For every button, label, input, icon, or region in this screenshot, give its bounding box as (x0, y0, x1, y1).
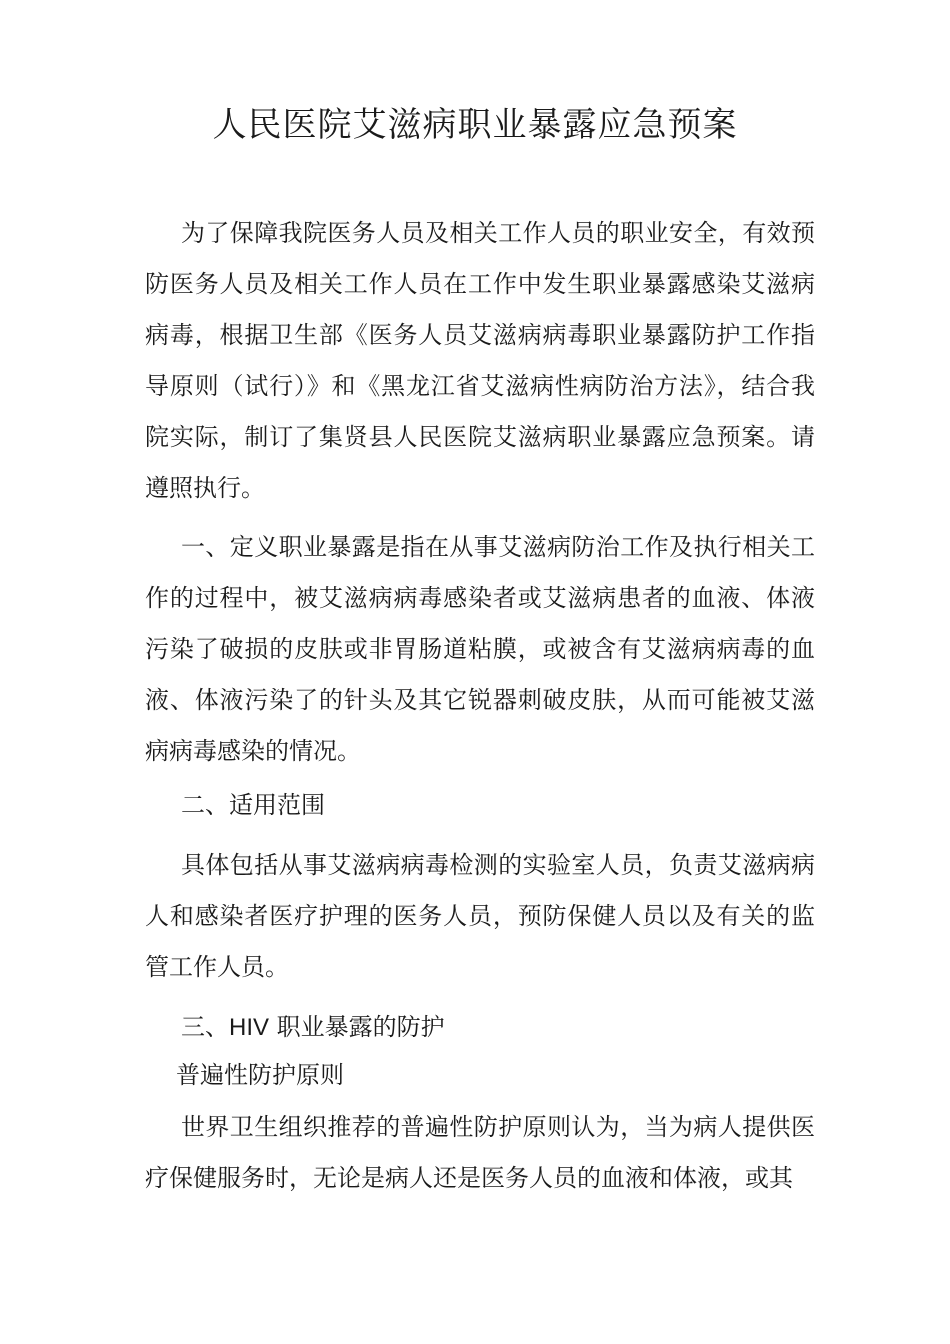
intro-paragraph: 为了保障我院医务人员及相关工作人员的职业安全，有效预防医务人员及相关工作人员在工作中发生职业暴露感染艾滋病病毒，根据卫生部《医务人员艾滋病病毒职业暴露防护工作指导原则（试行）》和《黑龙江省艾滋病性病防治方法》，结合我院实际，制订了集贤县人民医院艾滋病职业暴露应急预案。请遵照执行。 (145, 219, 815, 502)
section-3-heading-prefix: 三、 (181, 1013, 229, 1041)
section-3-heading-suffix: 职业暴露的防护 (269, 1013, 445, 1041)
section-2-heading: 二、适用范围 (181, 791, 325, 819)
section-1-definition: 一、定义职业暴露是指在从事艾滋病防治工作及执行相关工作的过程中，被艾滋病病毒感染者或艾滋病患者的血液、体液污染了破损的皮肤或非胃肠道粘膜，或被含有艾滋病病毒的血液、体液污染了的针头及其它锐器刺破皮肤，从而可能被艾滋病病毒感染的情况。 (145, 533, 815, 765)
document-title: 人民医院艾滋病职业暴露应急预案 (212, 105, 738, 145)
section-2-body: 具体包括从事艾滋病病毒检测的实验室人员，负责艾滋病病人和感染者医疗护理的医务人员，预防保健人员以及有关的监管工作人员。 (145, 851, 815, 981)
section-3-body: 世界卫生组织推荐的普遍性防护原则认为，当为病人提供医疗保健服务时，无论是病人还是医务人员的血液和体液，或其 (145, 1113, 815, 1192)
section-3-heading-hiv: HIV (229, 1014, 270, 1041)
section-3-heading (181, 1007, 445, 1048)
section-3-subheading: 普遍性防护原则 (176, 1061, 344, 1089)
